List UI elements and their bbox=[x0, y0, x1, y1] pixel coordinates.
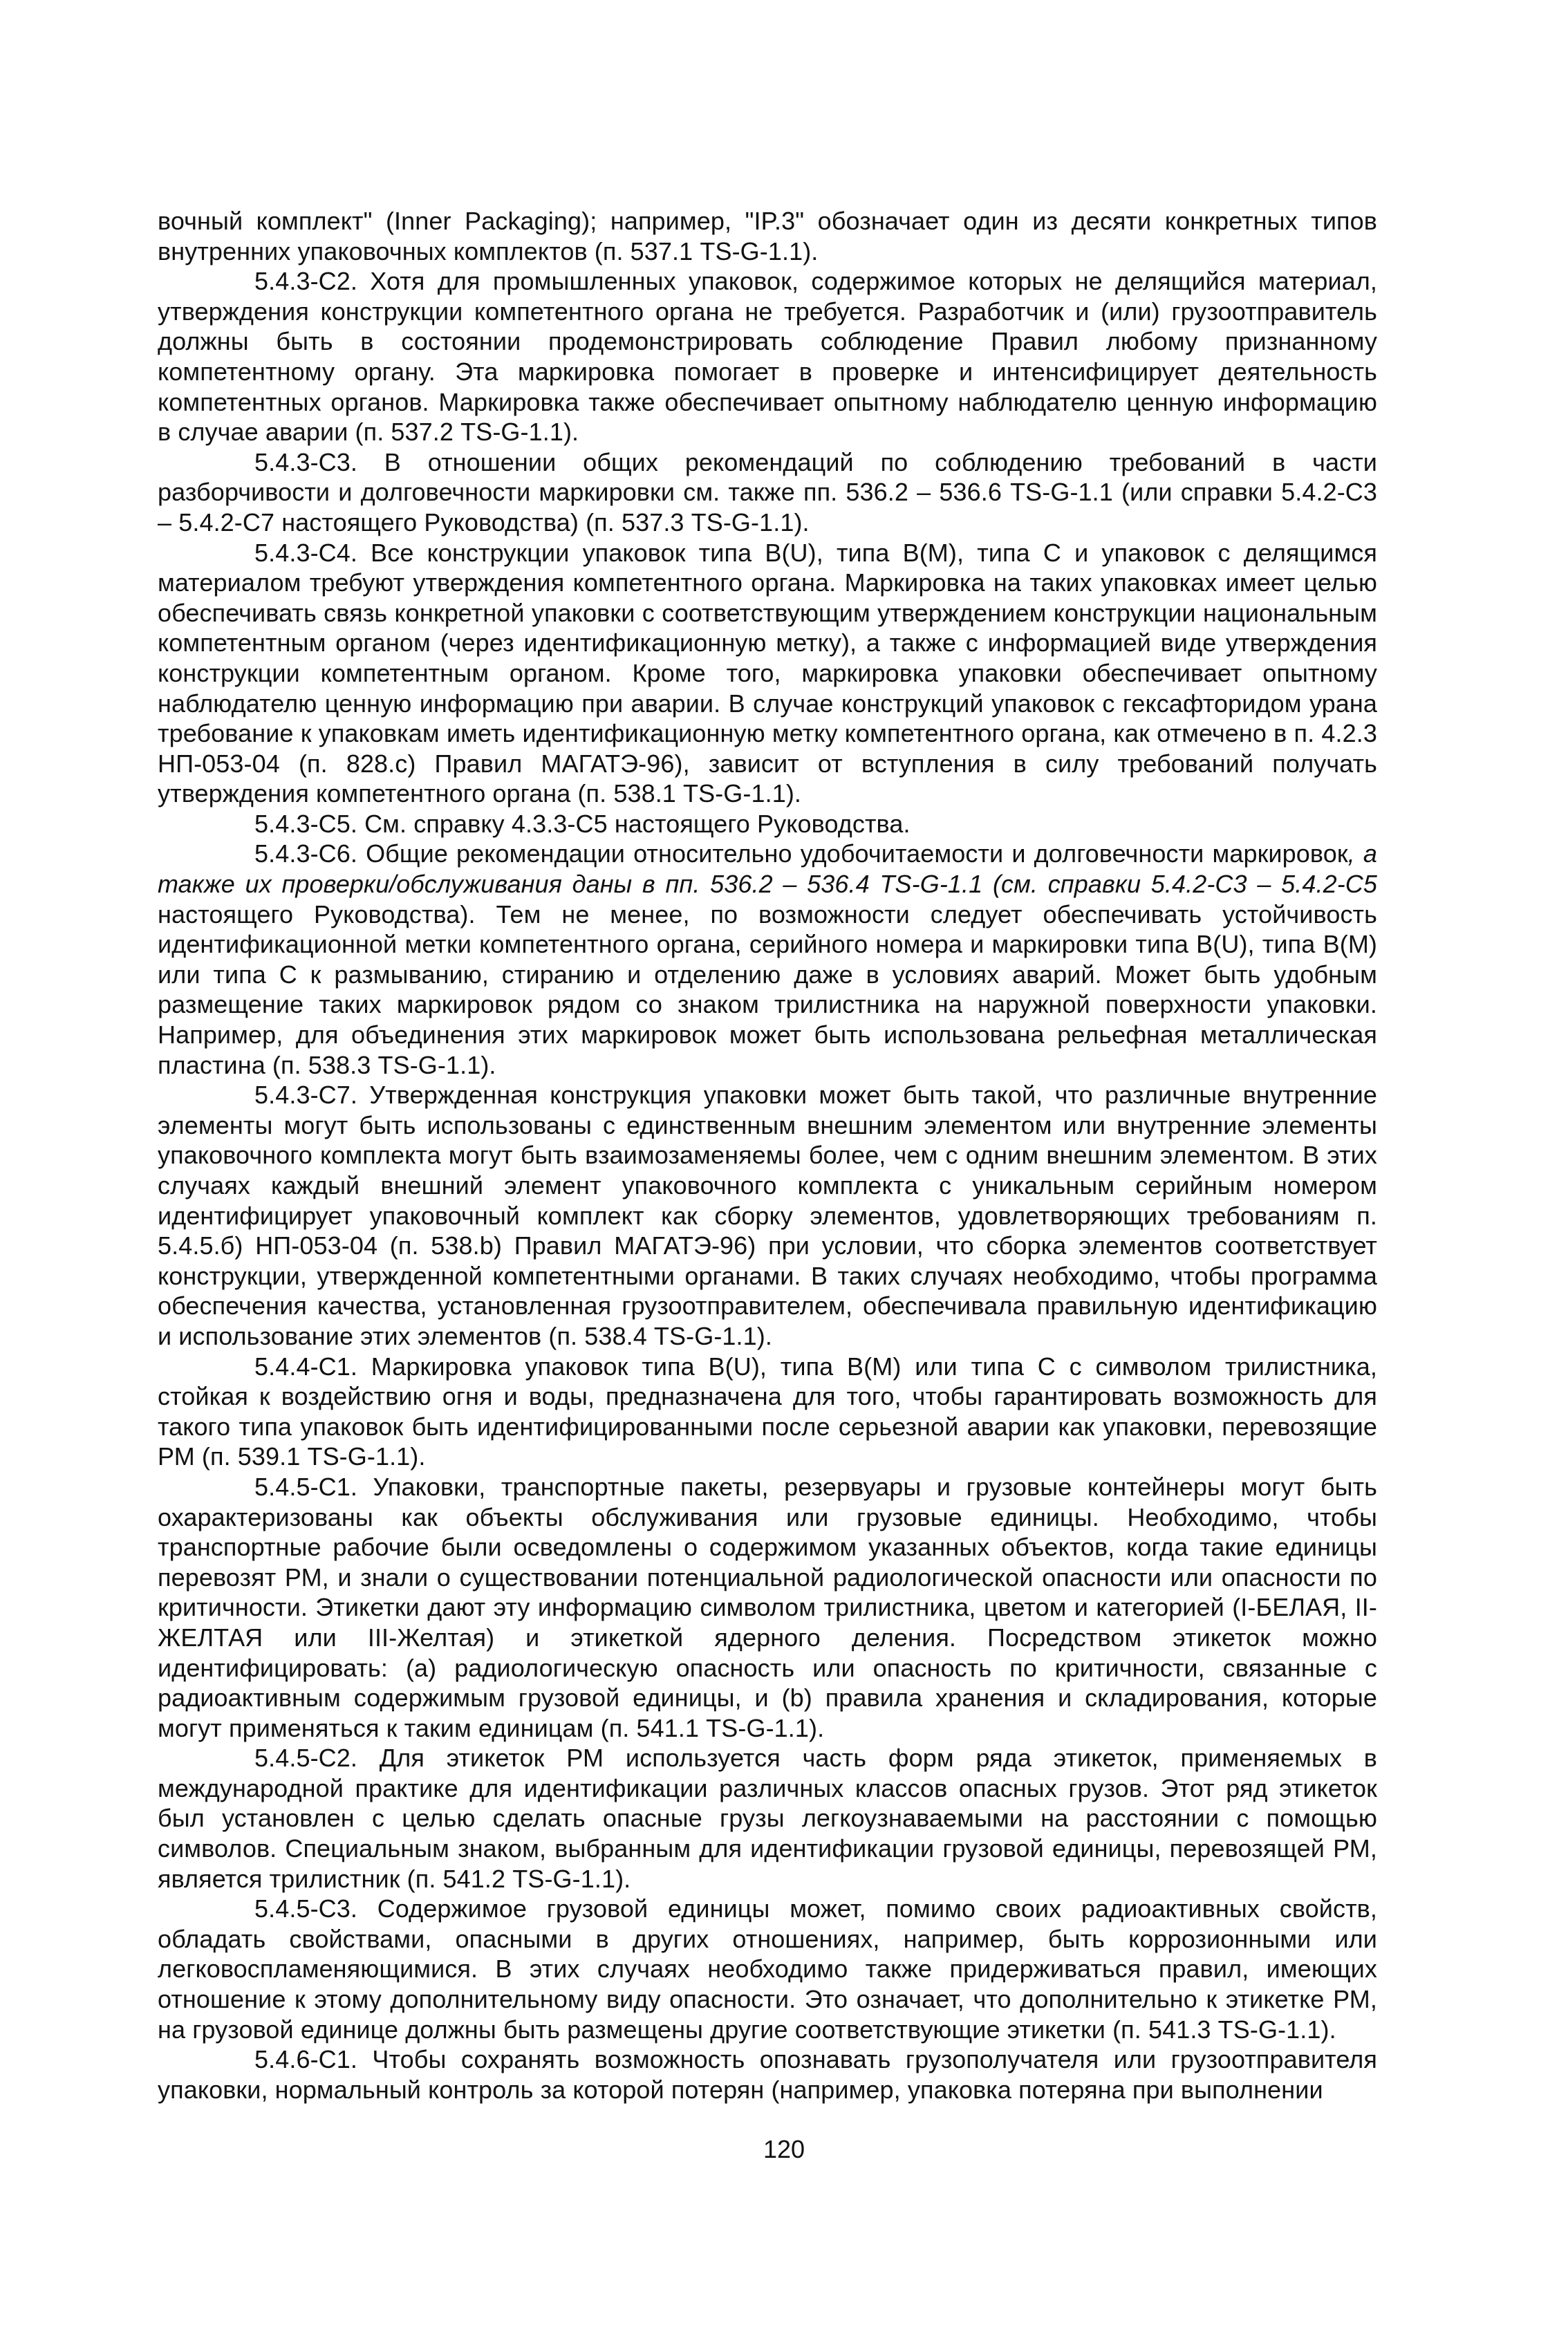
paragraph-5-4-3-c6-italic: , а также их проверки/обслуживания даны в пп. 536.2 – 536.4 TS-G-1.1 (см. справки 5.4.2-C3 – 5.4.2-C5 bbox=[158, 839, 1377, 899]
paragraph-5-4-4-c1: 5.4.4-C1. Маркировка упаковок типа B(U), типа B(M) или типа C с символом трилистника, стойкая к воздействию огня и воды, предназначена для того, чтобы гарантировать возможность для такого типа упаковок быть идентифицированными после серьезной аварии как упаковки, перевозящие РМ (п. 539.1 TS-G-1.1). bbox=[158, 1352, 1377, 1471]
paragraph-5-4-3-c5: 5.4.3-C5. См. справку 4.3.3-C5 настоящего Руководства. bbox=[254, 809, 911, 838]
paragraph-5-4-3-c6-tail: настоящего Руководства). Тем не менее, по возможности следует обеспечивать устойчивость идентификационной метки компетентного органа, серийного номера и маркировки типа B(U), типа B(M) или типа C к размыванию, стиранию и отделению даже в условиях аварий. Может быть удобным размещение таких маркировок рядом со знаком трилистника на наружной поверхности упаковки. Например, для объединения этих маркировок может быть использована рельефная металлическая пластина (п. 538.3 TS-G-1.1). bbox=[158, 899, 1377, 1079]
paragraph-5-4-3-c3: 5.4.3-C3. В отношении общих рекомендаций по соблюдению требований в части разборчивости и долговечности маркировки см. также пп. 536.2 – 536.6 TS-G-1.1 (или справки 5.4.2-C3 – 5.4.2-C7 настоящего Руководства) (п. 537.3 TS-G-1.1). bbox=[158, 447, 1377, 537]
paragraph-5-4-3-c6-lead: 5.4.3-C6. Общие рекомендации относительно удобочитаемости и долговечности маркировок bbox=[254, 839, 1348, 868]
paragraph-5-4-6-c1: 5.4.6-C1. Чтобы сохранять возможность опознавать грузополучателя или грузоотправителя упаковки, нормальный контроль за которой потерян (например, упаковка потеряна при выполнении bbox=[158, 2045, 1377, 2104]
paragraph-5-4-5-c2: 5.4.5-C2. Для этикеток РМ используется часть форм ряда этикеток, применяемых в международной практике для идентификации различных классов опасных грузов. Этот ряд этикеток был установлен с целью сделать опасные грузы легкоузнаваемыми на расстоянии с помощью символов. Специальным знаком, выбранным для идентификации грузовой единицы, перевозящей РМ, является трилистник (п. 541.2 TS-G-1.1). bbox=[158, 1744, 1377, 1893]
paragraph-5-4-3-c6 bbox=[158, 839, 1377, 1080]
paragraph-5-4-3-c7: 5.4.3-C7. Утвержденная конструкция упаковки может быть такой, что различные внутренние элементы могут быть использованы с единственным внешним элементом или внутренние элементы упаковочного комплекта могут быть взаимозаменяемы более, чем с одним внешним элементом. В этих случаях каждый внешний элемент упаковочного комплекта с уникальным серийным номером идентифицирует упаковочный комплект как сборку элементов, удовлетворяющих требованиям п. 5.4.5.б) НП-053-04 (п. 538.b) Правил МАГАТЭ-96) при условии, что сборка элементов соответствует конструкции, утвержденной компетентными органами. В таких случаях необходимо, чтобы программа обеспечения качества, установленная грузоотправителем, обеспечивала правильную идентификацию и использование этих элементов (п. 538.4 TS-G-1.1). bbox=[158, 1081, 1377, 1350]
paragraph-5-4-3-c2: 5.4.3-C2. Хотя для промышленных упаковок, содержимое которых не делящийся материал, утверждения конструкции компетентного органа не требуется. Разработчик и (или) грузоотправитель должны быть в состоянии продемонстрировать соблюдение Правил любому признанному компетентному органу. Эта маркировка помогает в проверке и интенсифицирует деятельность компетентных органов. Маркировка также обеспечивает опытному наблюдателю ценную информацию в случае аварии (п. 537.2 TS-G-1.1). bbox=[158, 267, 1377, 447]
document-body bbox=[158, 206, 1377, 2105]
paragraph-5-4-5-c1: 5.4.5-C1. Упаковки, транспортные пакеты, резервуары и грузовые контейнеры могут быть охарактеризованы как объекты обслуживания или грузовые единицы. Необходимо, чтобы транспортные рабочие были осведомлены о содержимом указанных объектов, когда такие единицы перевозят РМ, и знали о существовании потенциальной радиологической опасности или опасности по критичности. Этикетки дают эту информацию символом трилистника, цветом и категорией (I-БЕЛАЯ, II-ЖЕЛТАЯ или III-Желтая) и этикеткой ядерного деления. Посредством этикеток можно идентифицировать: (a) радиологическую опасность или опасность по критичности, связанные с радиоактивным содержимым грузовой единицы, и (b) правила хранения и складирования, которые могут применяться к таким единицам (п. 541.1 TS-G-1.1). bbox=[158, 1472, 1377, 1742]
paragraph-continuation: вочный комплект" (Inner Packaging); например, "IP.3" обозначает один из десяти конкретных типов внутренних упаковочных комплектов (п. 537.1 TS-G-1.1). bbox=[158, 207, 1377, 265]
paragraph-5-4-3-c4: 5.4.3-C4. Все конструкции упаковок типа B(U), типа B(M), типа C и упаковок с делящимся материалом требуют утверждения компетентного органа. Маркировка на таких упаковках имеет целью обеспечивать связь конкретной упаковки с соответствующим утверждением конструкции национальным компетентным органом (через идентификационную метку), а также с информацией виде утверждения конструкции компетентным органом. Кроме того, маркировка упаковки обеспечивает опытному наблюдателю ценную информацию при аварии. В случае конструкций упаковок с гексафторидом урана требование к упаковкам иметь идентификационную метку компетентного органа, как отмечено в п. 4.2.3 НП-053-04 (п. 828.c) Правил МАГАТЭ-96), зависит от вступления в силу требований получать утверждения компетентного органа (п. 538.1 TS-G-1.1). bbox=[158, 538, 1377, 808]
page-number: 120 bbox=[763, 2135, 805, 2163]
paragraph-5-4-5-c3: 5.4.5-C3. Содержимое грузовой единицы может, помимо своих радиоактивных свойств, обладать свойствами, опасными в других отношениях, например, быть коррозионными или легковоспламеняющимися. В этих случаях необходимо также придерживаться правил, имеющих отношение к этому дополнительному виду опасности. Это означает, что дополнительно к этикетке РМ, на грузовой единице должны быть размещены другие соответствующие этикетки (п. 541.3 TS-G-1.1). bbox=[158, 1894, 1377, 2044]
